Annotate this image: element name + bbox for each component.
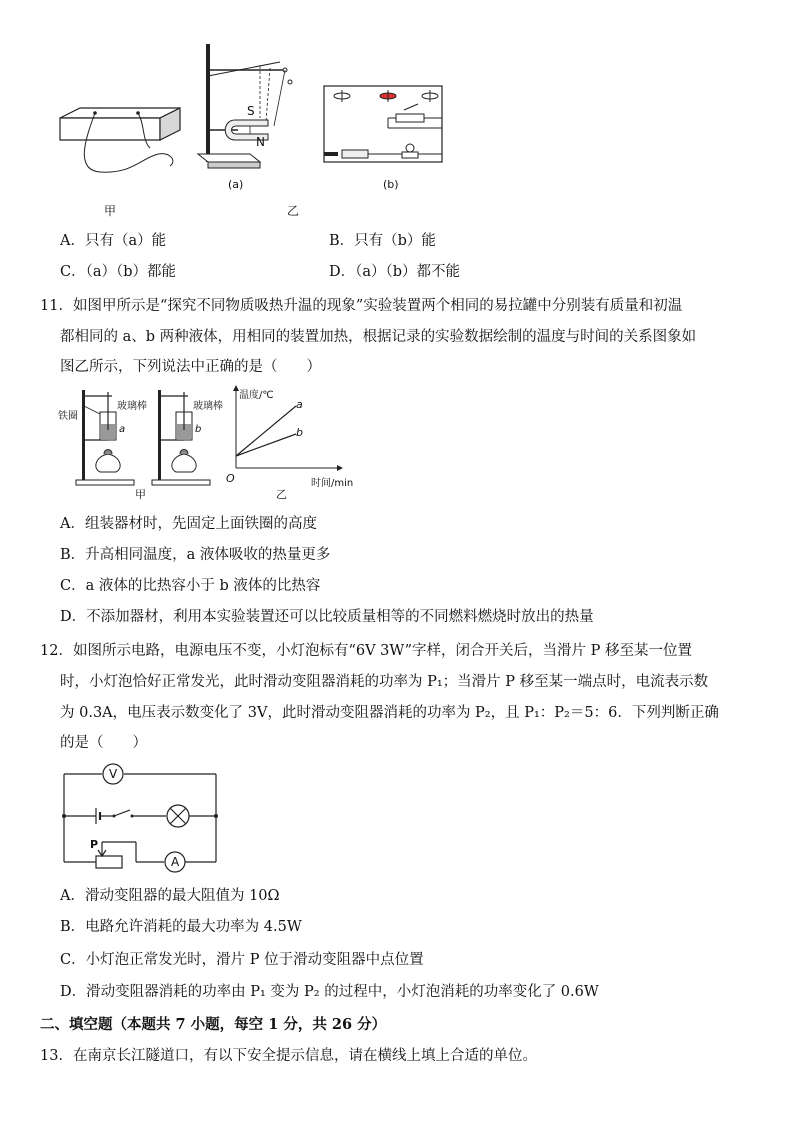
q11-option-D: D．不添加器材，利用本实验装置还可以比较质量相等的不同燃料燃烧时放出的热量 <box>60 609 594 625</box>
q11-label-liquid-a: a <box>119 424 126 435</box>
q11-label-yi: 乙 <box>276 488 287 501</box>
q12-ammeter-label: A <box>171 855 180 869</box>
q11-option-C: C．a 液体的比热容小于 b 液体的比热容 <box>60 578 321 594</box>
q12-stem-line-2: 时，小灯泡恰好正常发光，此时滑动变阻器消耗的功率为 P₁；当滑片 P 移至某一端点时，电流表示数 <box>60 674 709 690</box>
q10-label-S: S <box>247 104 255 118</box>
q11-stem-line-1: 11．如图甲所示是“探究不同物质吸热升温的现象”实验装置两个相同的易拉罐中分别装有质量和初温 <box>40 298 683 314</box>
q12-stem-line-1: 12．如图所示电路，电源电压不变，小灯泡标有“6V 3W”字样，闭合开关后，当滑片 P 移至某一位置 <box>40 643 692 659</box>
q10-label-a: (a) <box>228 178 244 191</box>
q13-stem: 13．在南京长江隧道口，有以下安全提示信息，请在横线上填上合适的单位。 <box>40 1048 537 1064</box>
q10-fig-jia-drawing <box>50 100 190 190</box>
q11-label-glass-rod-1: 玻璃棒 <box>117 401 147 412</box>
q12-option-A: A．滑动变阻器的最大阻值为 10Ω <box>60 888 280 904</box>
q12-option-D: D．滑动变阻器消耗的功率由 P₁ 变为 P₂ 的过程中，小灯泡消耗的功率变化了 0.6W <box>60 984 599 1000</box>
q12-option-C: C．小灯泡正常发光时，滑片 P 位于滑动变阻器中点位置 <box>60 952 424 968</box>
q10-label-jia: 甲 <box>104 204 117 218</box>
q11-graph-line-a-label: a <box>296 398 303 411</box>
q11-label-liquid-b: b <box>195 424 202 435</box>
q10-label-yi: 乙 <box>287 204 300 218</box>
q10-option-B: B．只有（b）能 <box>329 233 436 249</box>
q11-option-A: A．组装器材时，先固定上面铁圈的高度 <box>60 516 317 532</box>
q12-circuit-drawing <box>58 762 228 872</box>
q12-stem-line-3: 为 0.3A，电压表示数变化了 3V，此时滑动变阻器消耗的功率为 P₂，且 P₁：P₂＝5：6．下列判断正确 <box>60 705 719 721</box>
q11-label-jia: 甲 <box>135 488 146 501</box>
q11-graph-x-label: 时间/min <box>311 478 354 489</box>
q11-graph-origin: O <box>226 472 235 485</box>
q11-line-b <box>236 434 296 456</box>
q12-stem-line-4: 的是（ ） <box>60 735 147 751</box>
q10-option-D: D．（a）（b）都不能 <box>329 264 461 280</box>
q10-fig-b-drawing <box>318 80 448 170</box>
q12-voltmeter-label: V <box>109 767 118 781</box>
q11-line-a <box>236 406 296 456</box>
q11-option-B: B．升高相同温度，a 液体吸收的热量更多 <box>60 547 331 563</box>
q11-label-glass-rod-2: 玻璃棒 <box>193 401 223 412</box>
q10-option-A: A．只有（a）能 <box>60 233 167 249</box>
q11-stem-line-2: 都相同的 a、b 两种液体，用相同的装置加热，根据记录的实验数据绘制的温度与时间的关系图象如 <box>60 329 697 345</box>
q10-label-N: N <box>256 135 265 149</box>
q11-stem-line-3: 图乙所示，下列说法中正确的是（ ） <box>60 359 321 375</box>
q10-label-b: (b) <box>383 178 399 191</box>
q11-graph-y-label: 温度/℃ <box>239 390 274 401</box>
q12-option-B: B．电路允许消耗的最大功率为 4.5W <box>60 919 302 935</box>
q10-option-C: C．（a）（b）都能 <box>60 264 177 280</box>
q12-slider-label: P <box>90 838 99 851</box>
q11-label-iron-ring: 铁圈 <box>58 411 78 422</box>
q11-graph-line-b-label: b <box>296 426 303 439</box>
section2-title: 二、填空题（本题共 7 小题，每空 1 分，共 26 分） <box>40 1016 387 1033</box>
